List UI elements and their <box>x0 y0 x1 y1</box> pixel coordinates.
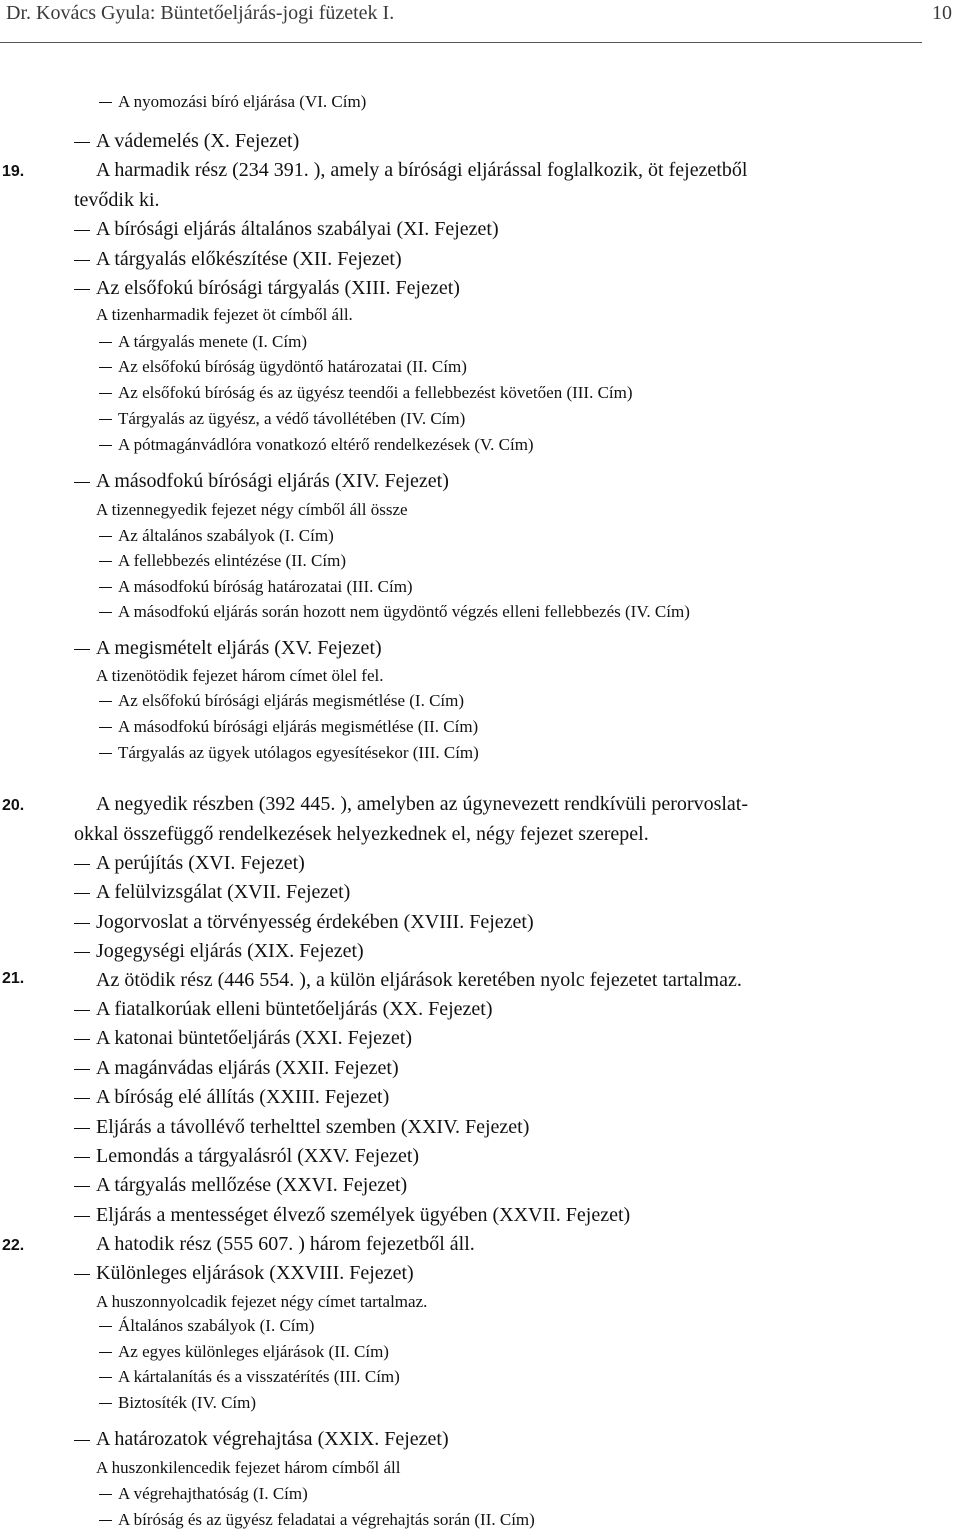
list-item: A bíróság és az ügyész feladatai a végrehajtás során (II. Cím) <box>118 1510 535 1529</box>
section-number-20: 20. <box>2 797 25 814</box>
list-item: A határozatok végrehajtása (XXIX. Fejezet) <box>96 1428 449 1450</box>
header-title: Dr. Kovács Gyula: Büntetőeljárás-jogi füzetek I. <box>6 2 395 24</box>
section-number-19: 19. <box>2 163 25 180</box>
dash-bullet-icon <box>99 701 112 702</box>
list-item: Biztosíték (IV. Cím) <box>118 1393 257 1412</box>
dash-bullet-icon <box>74 952 90 953</box>
dash-bullet-icon <box>74 1069 90 1070</box>
dash-bullet-icon <box>99 1520 112 1521</box>
list-item: Az elsőfokú bíróság és az ügyész teendői a fellebbezést követően (III. Cím) <box>118 383 633 402</box>
dash-bullet-icon <box>74 482 90 483</box>
list-item: A bírósági eljárás általános szabályai (XI. Fejezet) <box>96 218 499 240</box>
dash-bullet-icon <box>99 419 112 420</box>
list-item: Lemondás a tárgyalásról (XXV. Fejezet) <box>96 1145 420 1167</box>
dash-bullet-icon <box>99 1403 112 1404</box>
text-line: A huszonnyolcadik fejezet négy címet tartalmaz. <box>96 1292 428 1311</box>
list-item: A magánvádas eljárás (XXII. Fejezet) <box>96 1057 399 1079</box>
dash-bullet-icon <box>74 649 90 650</box>
list-item: A tárgyalás mellőzése (XXVI. Fejezet) <box>96 1174 408 1196</box>
dash-bullet-icon <box>74 289 90 290</box>
list-item: A vádemelés (X. Fejezet) <box>96 130 300 152</box>
dash-bullet-icon <box>99 1326 112 1327</box>
text-line: A huszonkilencedik fejezet három címből áll <box>96 1458 401 1477</box>
dash-bullet-icon <box>99 1494 112 1495</box>
list-item: A tárgyalás előkészítése (XII. Fejezet) <box>96 248 402 270</box>
dash-bullet-icon <box>74 1098 90 1099</box>
list-item: A fellebbezés elintézése (II. Cím) <box>118 551 346 570</box>
dash-bullet-icon <box>74 923 90 924</box>
dash-bullet-icon <box>99 1377 112 1378</box>
list-item: A másodfokú bírósági eljárás megismétlése (II. Cím) <box>118 717 479 736</box>
dash-bullet-icon <box>99 342 112 343</box>
list-item: A katonai büntetőeljárás (XXI. Fejezet) <box>96 1027 412 1049</box>
text-line: okkal összefüggő rendelkezések helyezkednek el, négy fejezet szerepel. <box>74 823 649 845</box>
list-item: Általános szabályok (I. Cím) <box>118 1316 315 1335</box>
text-line: A tizenharmadik fejezet öt címből áll. <box>96 305 353 324</box>
list-item: Eljárás a távollévő terhelttel szemben (XXIV. Fejezet) <box>96 1116 530 1138</box>
dash-bullet-icon <box>99 561 112 562</box>
dash-bullet-icon <box>74 1128 90 1129</box>
list-item: A nyomozási bíró eljárása (VI. Cím) <box>118 92 367 111</box>
list-item: A másodfokú bíróság határozatai (III. Cím) <box>118 577 413 596</box>
dash-bullet-icon <box>99 753 112 754</box>
text-line: A harmadik rész (234 391. ), amely a bírósági eljárással foglalkozik, öt fejezetből <box>96 159 748 181</box>
list-item: A perújítás (XVI. Fejezet) <box>96 852 305 874</box>
text-line: tevődik ki. <box>74 189 160 211</box>
dash-bullet-icon <box>74 1039 90 1040</box>
text-line: A hatodik rész (555 607. ) három fejezetből áll. <box>96 1233 475 1255</box>
dash-bullet-icon <box>74 893 90 894</box>
dash-bullet-icon <box>99 727 112 728</box>
dash-bullet-icon <box>74 142 90 143</box>
dash-bullet-icon <box>74 230 90 231</box>
dash-bullet-icon <box>74 1186 90 1187</box>
dash-bullet-icon <box>99 1352 112 1353</box>
list-item: A végrehajthatóság (I. Cím) <box>118 1484 308 1503</box>
dash-bullet-icon <box>74 1216 90 1217</box>
list-item: A tárgyalás menete (I. Cím) <box>118 332 307 351</box>
list-item: Az elsőfokú bírósági eljárás megismétlése (I. Cím) <box>118 691 465 710</box>
page-number: 10 <box>932 2 952 24</box>
list-item: A bíróság elé állítás (XXIII. Fejezet) <box>96 1086 390 1108</box>
list-item: A kártalanítás és a visszatérítés (III. Cím) <box>118 1367 400 1386</box>
list-item: Eljárás a mentességet élvező személyek ügyében (XXVII. Fejezet) <box>96 1204 631 1226</box>
dash-bullet-icon <box>74 1274 90 1275</box>
list-item: Tárgyalás az ügyész, a védő távollétében (IV. Cím) <box>118 409 466 428</box>
section-number-21: 21. <box>2 970 25 987</box>
dash-bullet-icon <box>74 260 90 261</box>
text-line: A negyedik részben (392 445. ), amelyben az úgynevezett rendkívüli perorvoslat- <box>96 793 749 815</box>
list-item: Tárgyalás az ügyek utólagos egyesítésekor (III. Cím) <box>118 743 479 762</box>
list-item: A másodfokú bírósági eljárás (XIV. Fejezet) <box>96 470 449 492</box>
dash-bullet-icon <box>99 445 112 446</box>
list-item: A megismételt eljárás (XV. Fejezet) <box>96 637 382 659</box>
header-divider <box>0 42 922 43</box>
section-number-22: 22. <box>2 1237 25 1254</box>
list-item: A fiatalkorúak elleni büntetőeljárás (XX. Fejezet) <box>96 998 493 1020</box>
dash-bullet-icon <box>99 393 112 394</box>
dash-bullet-icon <box>99 536 112 537</box>
dash-bullet-icon <box>74 864 90 865</box>
dash-bullet-icon <box>74 1157 90 1158</box>
text-line: Az ötödik rész (446 554. ), a külön eljárások keretében nyolc fejezetet tartalmaz. <box>96 969 742 991</box>
list-item: Jogorvoslat a törvényesség érdekében (XVIII. Fejezet) <box>96 911 534 933</box>
dash-bullet-icon <box>99 367 112 368</box>
dash-bullet-icon <box>74 1440 90 1441</box>
text-line: A tizennegyedik fejezet négy címből áll össze <box>96 500 408 519</box>
list-item: Az elsőfokú bíróság ügydöntő határozatai (II. Cím) <box>118 357 467 376</box>
list-item: Jogegységi eljárás (XIX. Fejezet) <box>96 940 364 962</box>
list-item: Az elsőfokú bírósági tárgyalás (XIII. Fejezet) <box>96 277 460 299</box>
list-item: Az egyes különleges eljárások (II. Cím) <box>118 1342 389 1361</box>
dash-bullet-icon <box>99 102 112 103</box>
list-item: A pótmagánvádlóra vonatkozó eltérő rendelkezések (V. Cím) <box>118 435 534 454</box>
dash-bullet-icon <box>99 587 112 588</box>
dash-bullet-icon <box>99 612 112 613</box>
list-item: Különleges eljárások (XXVIII. Fejezet) <box>96 1262 414 1284</box>
list-item: A másodfokú eljárás során hozott nem ügydöntő végzés elleni fellebbezés (IV. Cím) <box>118 602 690 621</box>
text-line: A tizenötödik fejezet három címet ölel fel. <box>96 666 384 685</box>
list-item: Az általános szabályok (I. Cím) <box>118 526 334 545</box>
list-item: A felülvizsgálat (XVII. Fejezet) <box>96 881 351 903</box>
dash-bullet-icon <box>74 1010 90 1011</box>
